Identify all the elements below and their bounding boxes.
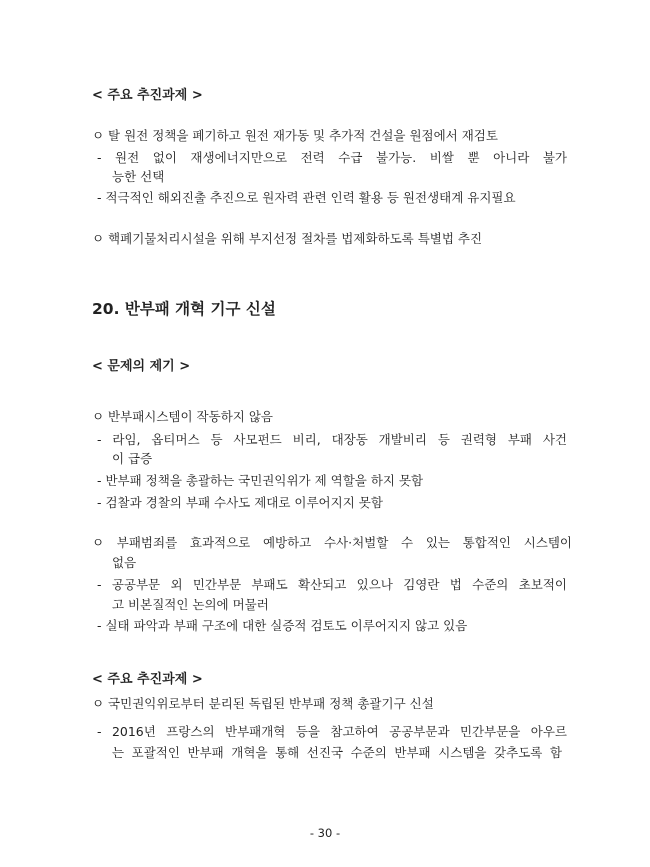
bullet-independent-agency: ㅇ 국민권익위로부터 분리된 독립된 반부패 정책 총괄기구 신설 [92,696,434,711]
dash-scandals-line2: 이 급증 [112,451,153,466]
page-number: - 30 - [309,826,341,840]
dash-renewable-line1: - 원전 없이 재생에너지만으로 전력 수급 불가능. 비쌀 뿐 아니라 불가 [97,150,567,165]
dash-private-sector-line2: 고 비본질적인 논의에 머물러 [112,597,269,612]
dash-private-sector-line1: - 공공부문 외 민간부문 부패도 확산되고 있으나 김영란 법 수준의 초보적이 [97,577,567,592]
dash-acrc-role: - 반부패 정책을 총괄하는 국민권익위가 제 역할을 하지 못함 [97,473,424,488]
dash-renewable-line2: 능한 선택 [112,169,165,184]
dash-empirical-review: - 실태 파악과 부패 구조에 대한 실증적 검토도 이루어지지 않고 있음 [97,618,468,633]
tasks-heading-a: < 주요 추진과제 > [92,88,203,103]
tasks-heading-20: < 주요 추진과제 > [92,672,203,687]
bullet-integrated-system-line1: ㅇ 부패범죄를 효과적으로 예방하고 수사·처벌할 수 있는 통합적인 시스템이 [92,535,572,550]
bullet-integrated-system-line2: 없음 [112,555,137,570]
dash-overseas: - 적극적인 해외진출 추진으로 원자력 관련 인력 활용 등 원전생태계 유지필요 [97,190,516,205]
bullet-anticorruption-system: ㅇ 반부패시스템이 작동하지 않음 [92,409,273,424]
dash-investigation: - 검찰과 경찰의 부패 수사도 제대로 이루어지지 못함 [97,495,383,510]
bullet-nuclear-waste: ㅇ 핵폐기물처리시설을 위해 부지선정 절차를 법제화하도록 특별법 추진 [92,231,483,246]
dash-scandals-line1: - 라임, 옵티머스 등 사모펀드 비리, 대장동 개발비리 등 권력형 부패 사건 [97,432,567,447]
bullet-nuclear-policy: ㅇ 탈 원전 정책을 폐기하고 원전 재가동 및 추가적 건설을 원점에서 재검토 [92,128,498,143]
dash-france-reform-line1: - 2016년 프랑스의 반부패개혁 등을 참고하여 공공부문과 민간부문을 아우르 [97,724,567,739]
section-title-20: 20. 반부패 개혁 기구 신설 [92,300,276,318]
problem-heading: < 문제의 제기 > [92,359,191,374]
dash-france-reform-line2: 는 포괄적인 반부패 개혁을 통해 선진국 수준의 반부패 시스템을 갖추도록 함 [112,745,562,760]
